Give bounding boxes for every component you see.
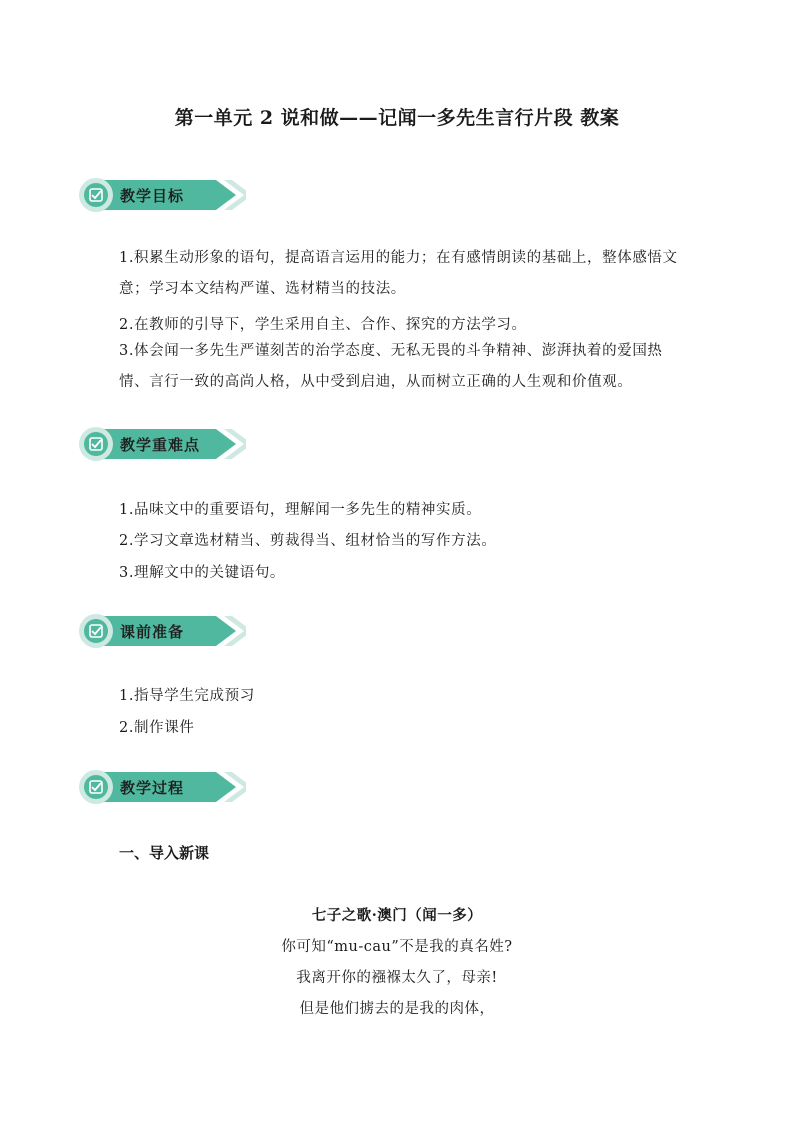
prep-item-1: 1.指导学生完成预习 bbox=[119, 688, 255, 704]
keypoint-item-1: 1.品味文中的重要语句，理解闻一多先生的精神实质。 bbox=[119, 502, 482, 518]
section-banner-preparation bbox=[76, 612, 246, 650]
section-banner-process bbox=[76, 768, 246, 806]
section-heading: 教学过程 bbox=[120, 779, 185, 797]
objective-item-2: 2.在教师的引导下，学生采用自主、合作、探究的方法学习。 bbox=[119, 317, 527, 333]
poem-line-1: 你可知“mu-cau”不是我的真名姓? bbox=[281, 939, 513, 955]
keypoint-item-3: 3.理解文中的关键语句。 bbox=[119, 565, 286, 581]
poem-title: 七子之歌·澳门（闻一多） bbox=[311, 907, 483, 924]
section-heading: 教学目标 bbox=[120, 187, 185, 205]
keypoint-item-2: 2.学习文章选材精当、剪裁得当、组材恰当的写作方法。 bbox=[119, 533, 497, 549]
poem-line-2: 我离开你的襁褓太久了，母亲! bbox=[296, 970, 498, 986]
objective-item-1: 1.积累生动形象的语句，提高语言运用的能力；在有感情朗读的基础上，整体感悟文意；学习本文结构严谨、选材精当的技法。 bbox=[119, 250, 678, 297]
prep-item-2: 2.制作课件 bbox=[119, 720, 195, 736]
section-heading: 教学重难点 bbox=[120, 436, 201, 454]
section-banner-objectives bbox=[76, 176, 246, 214]
objective-item-3: 3.体会闻一多先生严谨刻苦的治学态度、无私无畏的斗争精神、澎湃执着的爱国热情、言行一致的高尚人格，从中受到启迪，从而树立正确的人生观和价值观。 bbox=[119, 343, 663, 390]
section-banner-keypoints bbox=[76, 425, 246, 463]
poem-line-3: 但是他们掳去的是我的肉体， bbox=[299, 1001, 495, 1017]
process-subheading: 一、导入新课 bbox=[119, 844, 210, 862]
document-title: 第一单元 2 说和做——记闻一多先生言行片段 教案 bbox=[174, 107, 620, 129]
section-heading: 课前准备 bbox=[120, 623, 185, 641]
